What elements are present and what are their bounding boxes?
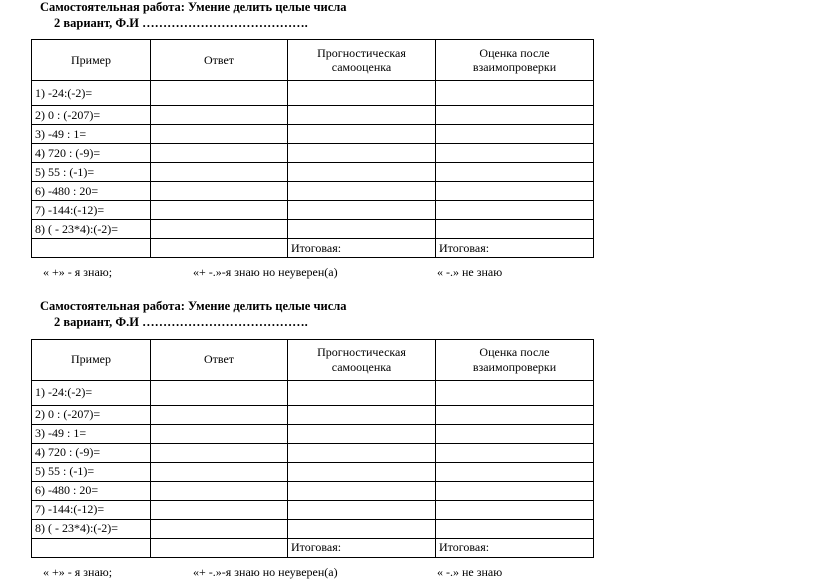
cell-peer-grade[interactable] <box>436 424 594 443</box>
cell-peer-grade[interactable] <box>436 443 594 462</box>
table-header-row <box>32 339 594 380</box>
cell-answer[interactable] <box>151 500 288 519</box>
table-total-row <box>32 538 594 557</box>
cell-answer[interactable] <box>151 144 288 163</box>
legend-item-unsure: «+ -.»-я знаю но неуверен(а) <box>193 564 338 579</box>
cell-peer-grade[interactable] <box>436 81 594 106</box>
cell-peer-grade[interactable] <box>436 519 594 538</box>
legend-2 <box>31 565 792 581</box>
table-row <box>32 405 594 424</box>
total-label-selfassessment: Итоговая: <box>288 239 436 258</box>
cell-empty <box>32 239 151 258</box>
column-header-answer: Ответ <box>151 339 288 380</box>
cell-selfassessment[interactable] <box>288 443 436 462</box>
table-row <box>32 500 594 519</box>
worksheet-variant-line-1: 2 вариант, Ф.И …………………………………. <box>54 15 308 30</box>
cell-answer[interactable] <box>151 81 288 106</box>
cell-selfassessment[interactable] <box>288 182 436 201</box>
worksheet-heading-2 <box>24 299 792 330</box>
table-row <box>32 424 594 443</box>
cell-peer-grade[interactable] <box>436 220 594 239</box>
worksheet-title-2: Самостоятельная работа: Умение делить целые числа <box>40 299 347 314</box>
cell-peer-grade[interactable] <box>436 106 594 125</box>
cell-peer-grade[interactable] <box>436 405 594 424</box>
cell-expression: 7) -144:(-12)= <box>32 201 151 220</box>
worksheet-variant-line-2: 2 вариант, Ф.И …………………………………. <box>54 314 308 329</box>
cell-expression: 1) -24:(-2)= <box>32 380 151 405</box>
cell-expression: 8) ( - 23*4):(-2)= <box>32 519 151 538</box>
worksheet-heading-1 <box>24 0 792 31</box>
table-row <box>32 443 594 462</box>
cell-peer-grade[interactable] <box>436 144 594 163</box>
cell-expression: 2) 0 : (-207)= <box>32 405 151 424</box>
cell-selfassessment[interactable] <box>288 163 436 182</box>
cell-selfassessment[interactable] <box>288 201 436 220</box>
legend-item-know: « +» - я знаю; <box>43 564 113 579</box>
table-row <box>32 519 594 538</box>
legend-item-know: « +» - я знаю; <box>43 265 113 280</box>
total-label-peer-grade: Итоговая: <box>436 239 594 258</box>
cell-expression: 5) 55 : (-1)= <box>32 163 151 182</box>
cell-answer[interactable] <box>151 481 288 500</box>
cell-expression: 1) -24:(-2)= <box>32 81 151 106</box>
table-row <box>32 125 594 144</box>
table-row <box>32 81 594 106</box>
table-row <box>32 481 594 500</box>
cell-expression: 6) -480 : 20= <box>32 481 151 500</box>
column-header-example: Пример <box>32 339 151 380</box>
legend-item-dont-know: « -.» не знаю <box>437 564 503 579</box>
cell-selfassessment[interactable] <box>288 519 436 538</box>
cell-peer-grade[interactable] <box>436 481 594 500</box>
cell-answer[interactable] <box>151 519 288 538</box>
cell-answer[interactable] <box>151 380 288 405</box>
cell-answer[interactable] <box>151 125 288 144</box>
cell-answer[interactable] <box>151 424 288 443</box>
table-row <box>32 144 594 163</box>
cell-selfassessment[interactable] <box>288 405 436 424</box>
cell-peer-grade[interactable] <box>436 125 594 144</box>
cell-peer-grade[interactable] <box>436 380 594 405</box>
cell-selfassessment[interactable] <box>288 106 436 125</box>
worksheet-block-2 <box>0 299 816 580</box>
cell-expression: 6) -480 : 20= <box>32 182 151 201</box>
cell-answer[interactable] <box>151 182 288 201</box>
column-header-prognostic-selfassessment: Прогностическая самооценка <box>288 339 436 380</box>
cell-answer[interactable] <box>151 405 288 424</box>
cell-answer[interactable] <box>151 220 288 239</box>
legend-1 <box>31 265 792 281</box>
cell-expression: 4) 720 : (-9)= <box>32 144 151 163</box>
cell-peer-grade[interactable] <box>436 163 594 182</box>
cell-answer[interactable] <box>151 106 288 125</box>
cell-selfassessment[interactable] <box>288 481 436 500</box>
table-row <box>32 106 594 125</box>
column-header-peer-check-grade: Оценка после взаимопроверки <box>436 339 594 380</box>
cell-answer[interactable] <box>151 163 288 182</box>
cell-empty <box>151 538 288 557</box>
cell-selfassessment[interactable] <box>288 424 436 443</box>
cell-expression: 2) 0 : (-207)= <box>32 106 151 125</box>
table-header-row <box>32 40 594 81</box>
cell-peer-grade[interactable] <box>436 500 594 519</box>
cell-answer[interactable] <box>151 201 288 220</box>
cell-selfassessment[interactable] <box>288 125 436 144</box>
cell-expression: 3) -49 : 1= <box>32 125 151 144</box>
cell-selfassessment[interactable] <box>288 500 436 519</box>
table-row <box>32 201 594 220</box>
cell-expression: 3) -49 : 1= <box>32 424 151 443</box>
cell-empty <box>151 239 288 258</box>
cell-selfassessment[interactable] <box>288 462 436 481</box>
total-label-peer-grade: Итоговая: <box>436 538 594 557</box>
total-label-selfassessment: Итоговая: <box>288 538 436 557</box>
table-total-row <box>32 239 594 258</box>
cell-expression: 5) 55 : (-1)= <box>32 462 151 481</box>
column-header-prognostic-selfassessment: Прогностическая самооценка <box>288 40 436 81</box>
table-row <box>32 220 594 239</box>
cell-peer-grade[interactable] <box>436 462 594 481</box>
legend-item-unsure: «+ -.»-я знаю но неуверен(а) <box>193 265 338 280</box>
column-header-answer: Ответ <box>151 40 288 81</box>
worksheet-block-1 <box>0 0 816 281</box>
legend-item-dont-know: « -.» не знаю <box>437 265 503 280</box>
column-header-example: Пример <box>32 40 151 81</box>
cell-answer[interactable] <box>151 462 288 481</box>
cell-empty <box>32 538 151 557</box>
cell-selfassessment[interactable] <box>288 81 436 106</box>
cell-expression: 7) -144:(-12)= <box>32 500 151 519</box>
table-row <box>32 163 594 182</box>
cell-selfassessment[interactable] <box>288 380 436 405</box>
cell-selfassessment[interactable] <box>288 220 436 239</box>
column-header-peer-check-grade: Оценка после взаимопроверки <box>436 40 594 81</box>
table-row <box>32 182 594 201</box>
cell-expression: 8) ( - 23*4):(-2)= <box>32 220 151 239</box>
cell-expression: 4) 720 : (-9)= <box>32 443 151 462</box>
worksheet-title-1: Самостоятельная работа: Умение делить целые числа <box>40 0 347 14</box>
cell-selfassessment[interactable] <box>288 144 436 163</box>
worksheet-table-1 <box>31 39 594 258</box>
cell-answer[interactable] <box>151 443 288 462</box>
table-row <box>32 380 594 405</box>
cell-peer-grade[interactable] <box>436 182 594 201</box>
cell-peer-grade[interactable] <box>436 201 594 220</box>
table-row <box>32 462 594 481</box>
worksheet-table-2 <box>31 339 594 558</box>
